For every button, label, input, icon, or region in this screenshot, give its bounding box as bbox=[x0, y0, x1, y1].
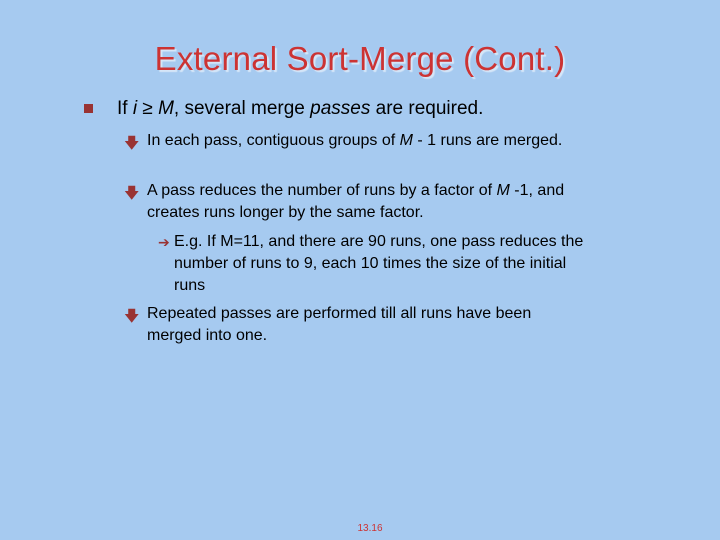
variable-m: M bbox=[496, 182, 510, 199]
bullet-text-prefix: If bbox=[117, 98, 133, 119]
passes-term: passes bbox=[310, 98, 371, 119]
right-arrow-bullet-icon: ➔ bbox=[158, 235, 170, 251]
variable-i: i bbox=[132, 98, 138, 119]
down-arrow-bullet-icon: 🡇 bbox=[124, 307, 140, 325]
sub-bullet-1-suffix: - 1 runs are merged. bbox=[412, 132, 563, 149]
sub-bullet-2-text bbox=[147, 180, 587, 224]
sub-bullet-1-text bbox=[147, 130, 587, 152]
bullet-text-suffix: are required. bbox=[370, 98, 484, 119]
sub-bullet-2-suffix: -1, and creates runs longer by the same factor. bbox=[147, 182, 565, 221]
sub-bullet-1-prefix: In each pass, contiguous groups of bbox=[147, 132, 400, 149]
down-arrow-bullet-icon: 🡇 bbox=[124, 134, 140, 152]
down-arrow-bullet-icon: 🡇 bbox=[124, 184, 140, 202]
slide-title: External Sort-Merge (Cont.) bbox=[154, 40, 566, 77]
bullet-text-middle: , several merge bbox=[173, 98, 311, 119]
sub-bullet-3-text: Repeated passes are performed till all runs have been merged into one. bbox=[147, 305, 532, 344]
variable-m: M bbox=[158, 98, 174, 119]
page-number: 13.16 bbox=[357, 523, 383, 534]
square-bullet-icon bbox=[84, 104, 93, 113]
main-bullet-text bbox=[117, 97, 483, 121]
sub-bullet-2-prefix: A pass reduces the number of runs by a factor of bbox=[147, 182, 497, 199]
example-text: E.g. If M=11, and there are 90 runs, one pass reduces the number of runs to 9, each 10 times the size of the initial runs bbox=[174, 233, 584, 294]
variable-m: M bbox=[399, 132, 413, 149]
ge-symbol: ≥ bbox=[137, 98, 159, 119]
